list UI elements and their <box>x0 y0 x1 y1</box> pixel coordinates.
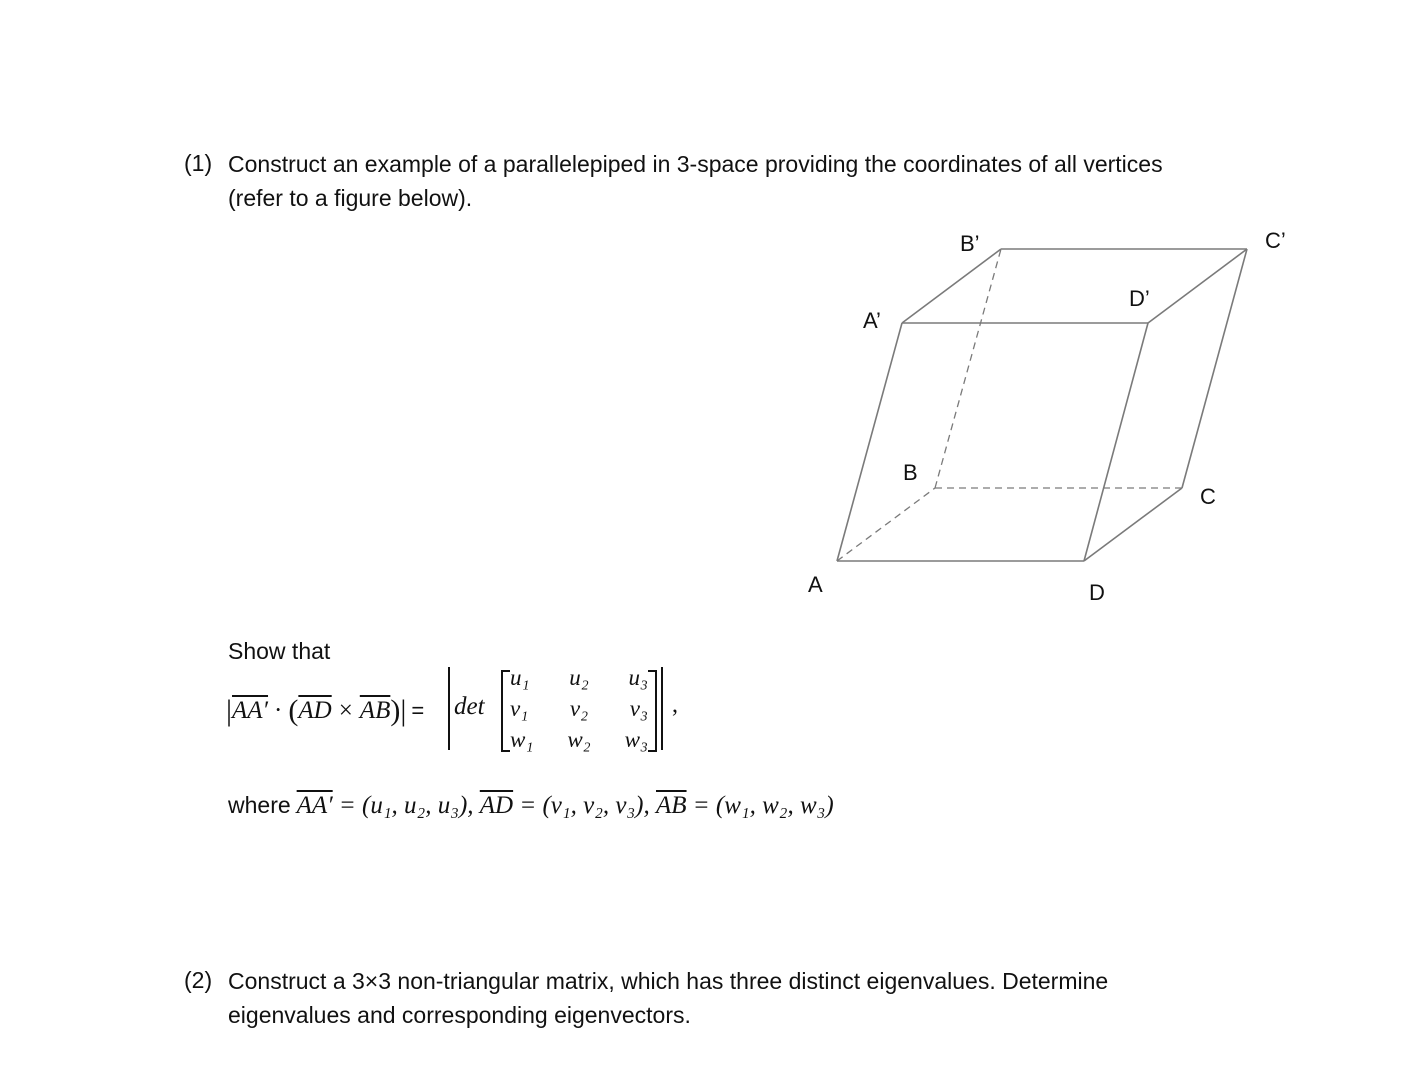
matrix-row-2 <box>510 696 648 722</box>
paren-right: ) <box>390 694 401 727</box>
dot-operator: · <box>274 697 283 724</box>
matrix-cell: w₃ <box>624 727 648 752</box>
problem-2-line-2: eigenvalues and corresponding eigenvectors. <box>228 1002 691 1028</box>
where-vector-AD: $\overline{AD}$ <box>479 792 514 819</box>
vertex-label-Dprime: D’ <box>1129 286 1150 311</box>
problem-2-line-1: Construct a 3×3 non-triangular matrix, which has three distinct eigenvalues. Determine <box>228 968 1109 994</box>
problem-2-text <box>228 964 1108 1032</box>
vertex-label-Bprime: B’ <box>960 231 980 256</box>
vector-AB: $\overline{AB}$ <box>359 697 391 724</box>
equals-sign: = <box>411 698 425 723</box>
where-label: where <box>228 792 291 818</box>
paren-left: ( <box>288 694 299 727</box>
matrix-bracket-left <box>501 670 510 752</box>
matrix-cell: u₁ <box>510 665 530 690</box>
matrix-bracket-right <box>648 670 657 752</box>
problem-1-line-1: Construct an example of a parallelepiped in 3-space providing the coordinates of all vertices <box>228 151 1163 177</box>
hidden-edge-A-B <box>837 488 935 561</box>
where-AAprime-value: = (u₁, u₂, u₃), <box>332 792 480 819</box>
outer-abs-bar-right <box>661 667 663 750</box>
matrix-cell: u₂ <box>569 665 589 690</box>
where-AD-value: = (v₁, v₂, v₃), <box>513 792 656 819</box>
problem-1-line-2: (refer to a figure below). <box>228 185 473 211</box>
hidden-edge-B-Bprime <box>935 249 1001 488</box>
vertex-label-A: A <box>808 572 823 597</box>
problem-1-number: (1) <box>184 150 213 176</box>
edge-A-Aprime <box>837 323 902 561</box>
vector-AAprime: AA′ <box>232 697 269 724</box>
edge-D-C <box>1084 488 1182 561</box>
vertex-label-B: B <box>903 460 918 485</box>
vertex-label-Aprime: A’ <box>863 308 881 333</box>
show-that-label: Show that <box>228 638 331 664</box>
edge-D-Dprime <box>1084 323 1148 561</box>
matrix-cell: v₂ <box>569 696 589 721</box>
edge-C-Cprime <box>1182 249 1247 488</box>
edge-Dprime-Cprime <box>1148 249 1247 323</box>
edge-Aprime-Bprime <box>902 249 1001 323</box>
matrix-row-1 <box>510 665 648 691</box>
vertex-label-D: D <box>1089 580 1105 605</box>
where-AB-value: = (w₁, w₂, w₃) <box>686 792 834 819</box>
where-line <box>228 792 834 820</box>
matrix-cell: w₂ <box>567 727 591 752</box>
vector-AD: $\overline{AD}$ <box>298 697 332 724</box>
matrix-cell: v₃ <box>629 696 648 721</box>
det-label: det <box>454 693 485 720</box>
where-vector-AB: $\overline{AB}$ <box>656 792 687 819</box>
cross-operator: × <box>338 697 353 724</box>
matrix-cell: w₁ <box>510 727 534 752</box>
problem-2-number: (2) <box>184 967 213 993</box>
outer-abs-bar-left <box>448 667 450 750</box>
matrix-row-3 <box>510 727 648 753</box>
equation-lhs <box>226 686 424 736</box>
where-vector-AAprime: AA′ <box>296 792 333 819</box>
trailing-comma: , <box>672 692 678 718</box>
matrix-cell: v₁ <box>510 696 529 721</box>
abs-bar-left: | <box>226 694 233 727</box>
matrix-cell: u₃ <box>628 665 648 690</box>
abs-bar-right: | <box>400 694 407 727</box>
vertex-label-Cprime: C’ <box>1265 228 1286 253</box>
vertex-label-C: C <box>1200 484 1216 509</box>
